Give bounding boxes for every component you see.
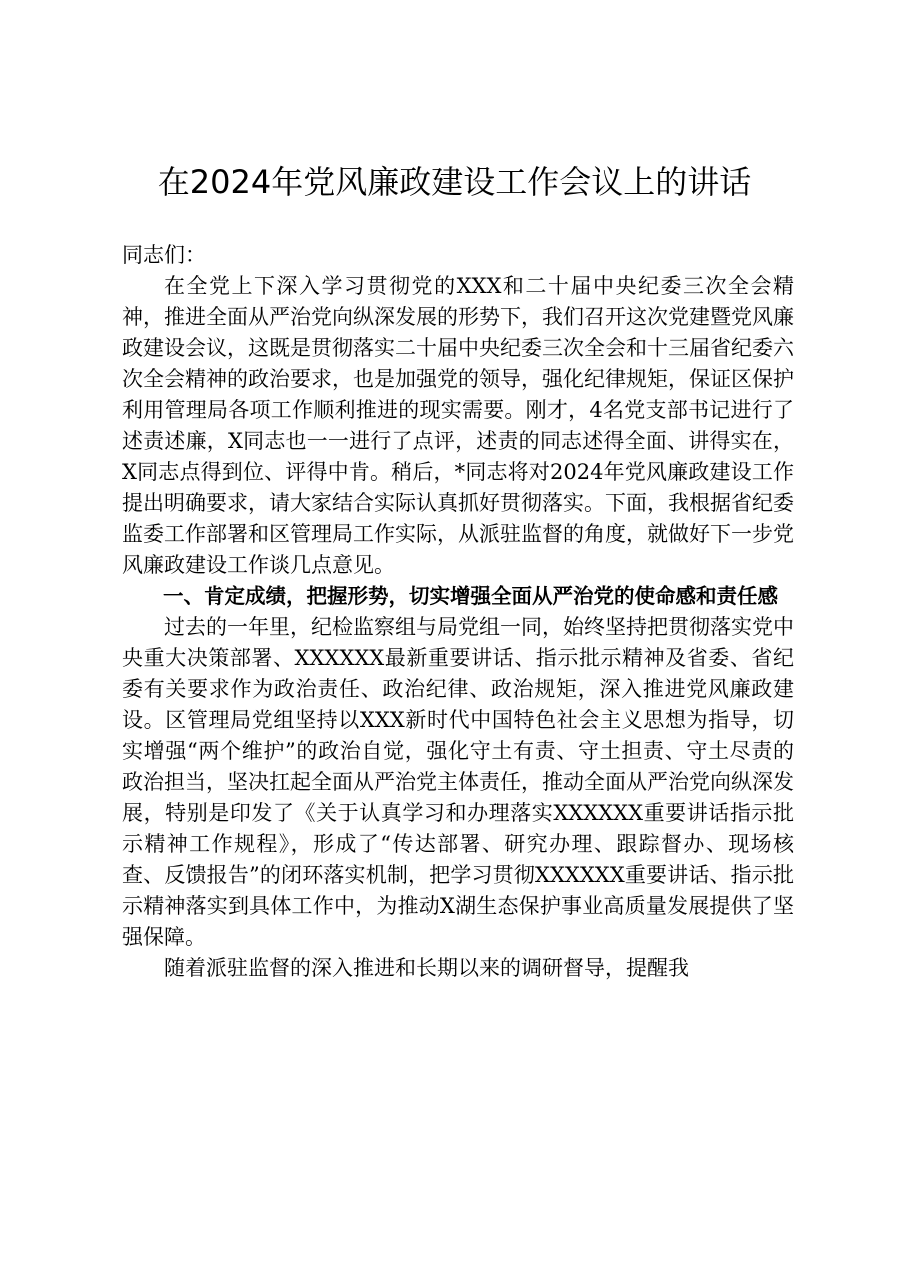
body-paragraph: 随着派驻监督的深入推进和长期以来的调研督导，提醒我 (164, 956, 689, 980)
body-paragraph: 在全党上下深入学习贯彻党的XXX和二十届中央纪委三次全会精神，推进全面从严治党向纵深发展的形势下，我们召开这次党建暨党风廉政建设会议，这既是贯彻落实二十届中央纪委三次全会和十三届省纪委六次全会精神的政治要求，也是加强党的领导，强化纪律规矩，保证区保护利用管理局各项工作顺利推进的现实需要。刚才，4名党支部书记进行了述责述廉，X同志也一一进行了点评，述责的同志述得全面、讲得实在，X同志点得到位、评得中肯。稍后，*同志将对2024年党风廉政建设工作提出明确要求，请大家结合实际认真抓好贯彻落实。下面，我根据省纪委监委工作部署和区管理局工作实际，从派驻监督的角度，就做好下一步党风廉政建设工作谈几点意见。 (122, 274, 794, 577)
document-body (122, 240, 794, 984)
document-title: 在2024年党风廉政建设工作会议上的讲话 (157, 163, 752, 201)
section-heading: 一、肯定成绩，把握形势，切实增强全面从严治党的使命感和责任感 (163, 584, 778, 608)
salutation: 同志们： (122, 243, 206, 267)
body-paragraph: 过去的一年里，纪检监察组与局党组一同，始终坚持把贯彻落实党中央重大决策部署、XXXXXX最新重要讲话、指示批示精神及省委、省纪委有关要求作为政治责任、政治纪律、政治规矩，深入推进党风廉政建设。区管理局党组坚持以XXX新时代中国特色社会主义思想为指导，切实增强“两个维护”的政治自觉，强化守土有责、守土担责、守土尽责的政治担当，坚决扛起全面从严治党主体责任，推动全面从严治党向纵深发展，特别是印发了《关于认真学习和办理落实XXXXXX重要讲话指示批示精神工作规程》，形成了“传达部署、研究办理、跟踪督办、现场核查、反馈报告”的闭环落实机制，把学习贯彻XXXXXX重要讲话、指示批示精神落实到具体工作中，为推动X湖生态保护事业高质量发展提供了坚强保障。 (122, 615, 794, 949)
